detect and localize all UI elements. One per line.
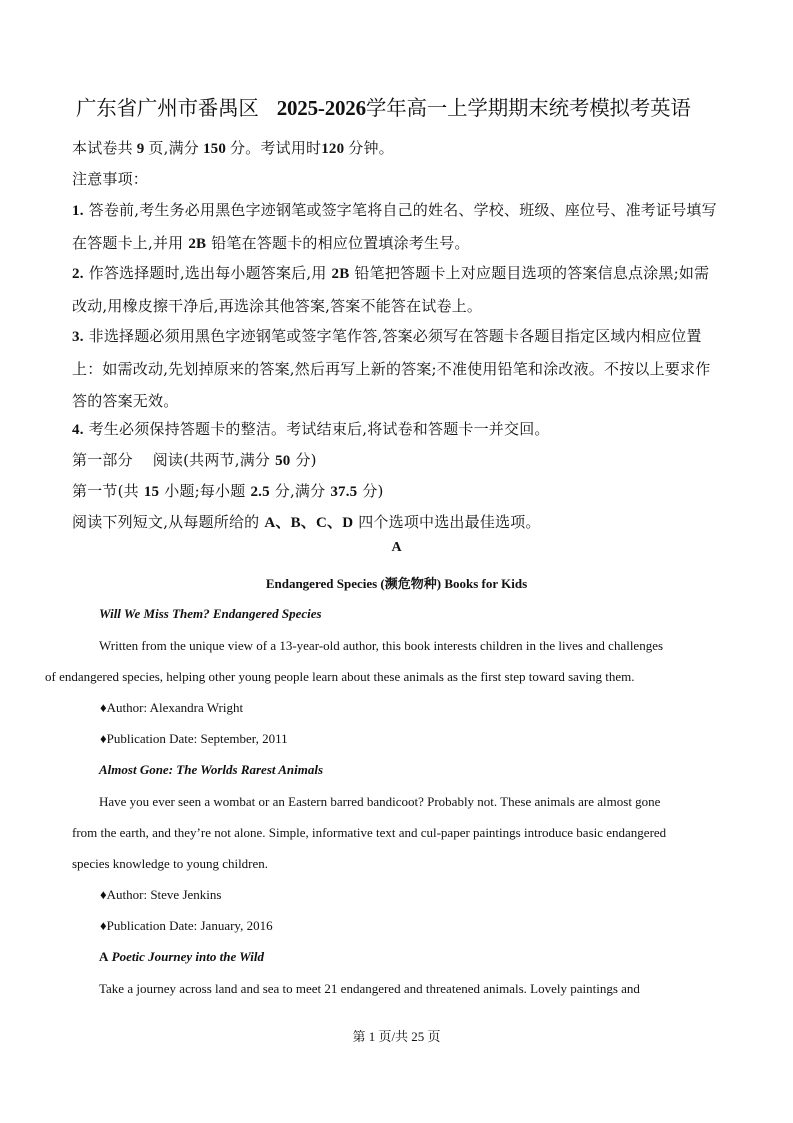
- passage-label: A: [391, 540, 402, 555]
- book-author-2: ♦Author: Steve Jenkins: [100, 887, 222, 902]
- book-title-2: Almost Gone: The Worlds Rarest Animals: [99, 762, 324, 777]
- book-date-1: ♦Publication Date: September, 2011: [100, 731, 288, 746]
- part-heading: 第一部分 阅读(共两节,满分 50 分): [72, 451, 317, 469]
- document-title: 广东省广州市番禺区 2025-2026学年高一上学期期末统考模拟考英语: [76, 96, 691, 120]
- book-desc-3: Take a journey across land and sea to meet 21 endangered and threatened animals. Lovely paintings and: [99, 981, 640, 996]
- book-desc-2: Have you ever seen a wombat or an Eastern barred bandicoot? Probably not. These animals are almost gone from the earth, and they’re not alone. Simple, informative text and cul-paper paintings introduce basic endangered species knowledge to young children.: [72, 794, 667, 871]
- exam-info-line: 本试卷共 9 页,满分 150 分。考试用时120 分钟。: [72, 139, 394, 157]
- section-heading: 第一节(共 15 小题;每小题 2.5 分,满分 37.5 分): [72, 482, 384, 500]
- notice-item-3: 3. 非选择题必须用黑色字迹钢笔或签字笔作答,答案必须写在答题卡各题目指定区域内相应位置上：如需改动,先划掉原来的答案,然后再写上新的答案;不准使用铅笔和涂改液。不按以上要求作答的答案无效。: [72, 327, 711, 410]
- book-title-1: Will We Miss Them? Endangered Species: [99, 606, 322, 621]
- section-direction: 阅读下列短文,从每题所给的 A、B、C、D 四个选项中选出最佳选项。: [72, 513, 541, 531]
- book-date-2: ♦Publication Date: January, 2016: [100, 918, 273, 933]
- book-title-3: A Poetic Journey into the Wild: [99, 949, 265, 964]
- page-footer: 第 1 页/共 25 页: [352, 1029, 441, 1044]
- book-desc-1: Written from the unique view of a 13-year-old author, this book interests children in the lives and challenges of endangered species, helping other young people learn about these animals as the first step toward saving them.: [45, 638, 664, 684]
- notice-heading: 注意事项：: [72, 170, 149, 188]
- passage-heading: Endangered Species (濒危物种) Books for Kids: [265, 576, 528, 591]
- notice-item-2: 2. 作答选择题时,选出每小题答案后,用 2B 铅笔把答题卡上对应题目选项的答案信息点涂黑;如需改动,用橡皮擦干净后,再选涂其他答案,答案不能答在试卷上。: [72, 264, 710, 315]
- notice-item-1: 1. 答卷前,考生务必用黑色字迹钢笔或签字笔将自己的姓名、学校、班级、座位号、准考证号填写在答题卡上,并用 2B 铅笔在答题卡的相应位置填涂考生号。: [72, 201, 717, 252]
- book-author-1: ♦Author: Alexandra Wright: [100, 700, 244, 715]
- notice-item-4: 4. 考生必须保持答题卡的整洁。考试结束后,将试卷和答题卡一并交回。: [72, 420, 550, 438]
